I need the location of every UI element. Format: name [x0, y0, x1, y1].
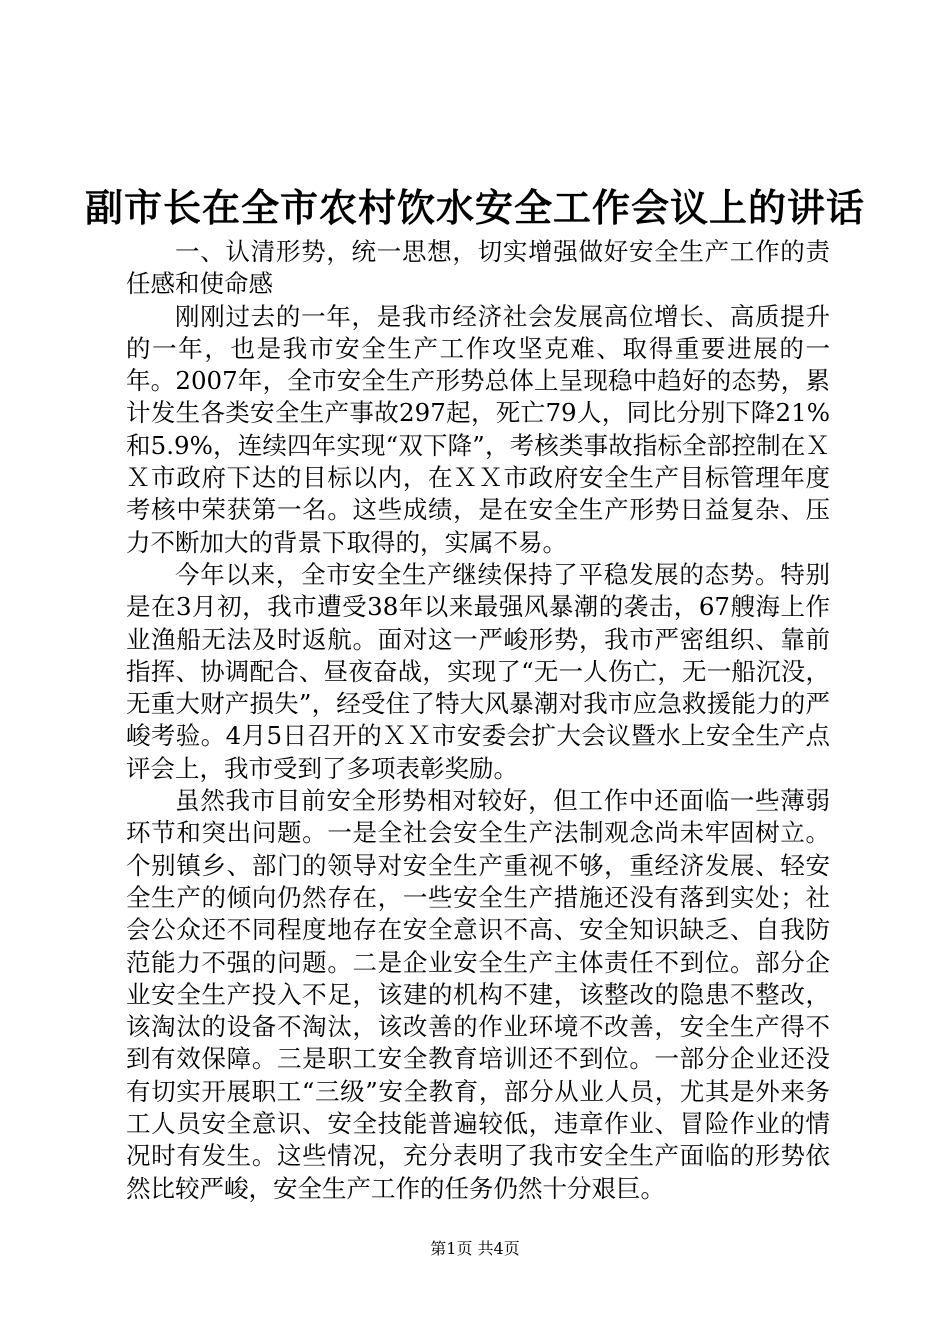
section-heading: 一、认清形势，统一思想，切实增强做好安全生产工作的责任感和使命感: [126, 237, 830, 299]
document-title: 副市长在全市农村饮水安全工作会议上的讲话: [84, 186, 865, 230]
body-paragraph: 刚刚过去的一年，是我市经济社会发展高位增长、高质提升的一年，也是我市安全生产工作攻坚克难、取得重要进展的一年。2007年，全市安全生产形势总体上呈现稳中趋好的态势，累计发生各类安全生产事故297起，死亡79人，同比分别下降21%和5.9%，连续四年实现“双下降”，考核类事故指标全部控制在ＸＸ市政府下达的目标以内，在ＸＸ市政府安全生产目标管理年度考核中荣获第一名。这些成绩，是在安全生产形势日益复杂、压力不断加大的背景下取得的，实属不易。: [126, 301, 830, 557]
body-paragraph: 虽然我市目前安全形势相对较好，但工作中还面临一些薄弱环节和突出问题。一是全社会安全生产法制观念尚未牢固树立。个别镇乡、部门的领导对安全生产重视不够，重经济发展、轻安全生产的倾向仍然存在，一些安全生产措施还没有落到实处；社会公众还不同程度地存在安全意识不高、安全知识缺乏、自我防范能力不强的问题。二是企业安全生产主体责任不到位。部分企业安全生产投入不足，该建的机构不建，该整改的隐患不整改，该淘汰的设备不淘汰，该改善的作业环境不改善，安全生产得不到有效保障。三是职工安全教育培训还不到位。一部分企业还没有切实开展职工“三级”安全教育，部分从业人员，尤其是外来务工人员安全意识、安全技能普遍较低，违章作业、冒险作业的情况时有发生。这些情况，充分表明了我市安全生产面临的形势依然比较严峻，安全生产工作的任务仍然十分艰巨。: [126, 786, 830, 1203]
document-body: [126, 236, 830, 1205]
page-number: 第1页 共4页: [430, 1239, 520, 1258]
body-paragraph: 今年以来，全市安全生产继续保持了平稳发展的态势。特别是在3月初，我市遭受38年以来最强风暴潮的袭击，67艘海上作业渔船无法及时返航。面对这一严峻形势，我市严密组织、靠前指挥、协调配合、昼夜奋战，实现了“无一人伤亡，无一船沉没，无重大财产损失”，经受住了特大风暴潮对我市应急救援能力的严峻考验。4月5日召开的ＸＸ市安委会扩大会议暨水上安全生产点评会上，我市受到了多项表彰奖励。: [126, 559, 830, 783]
